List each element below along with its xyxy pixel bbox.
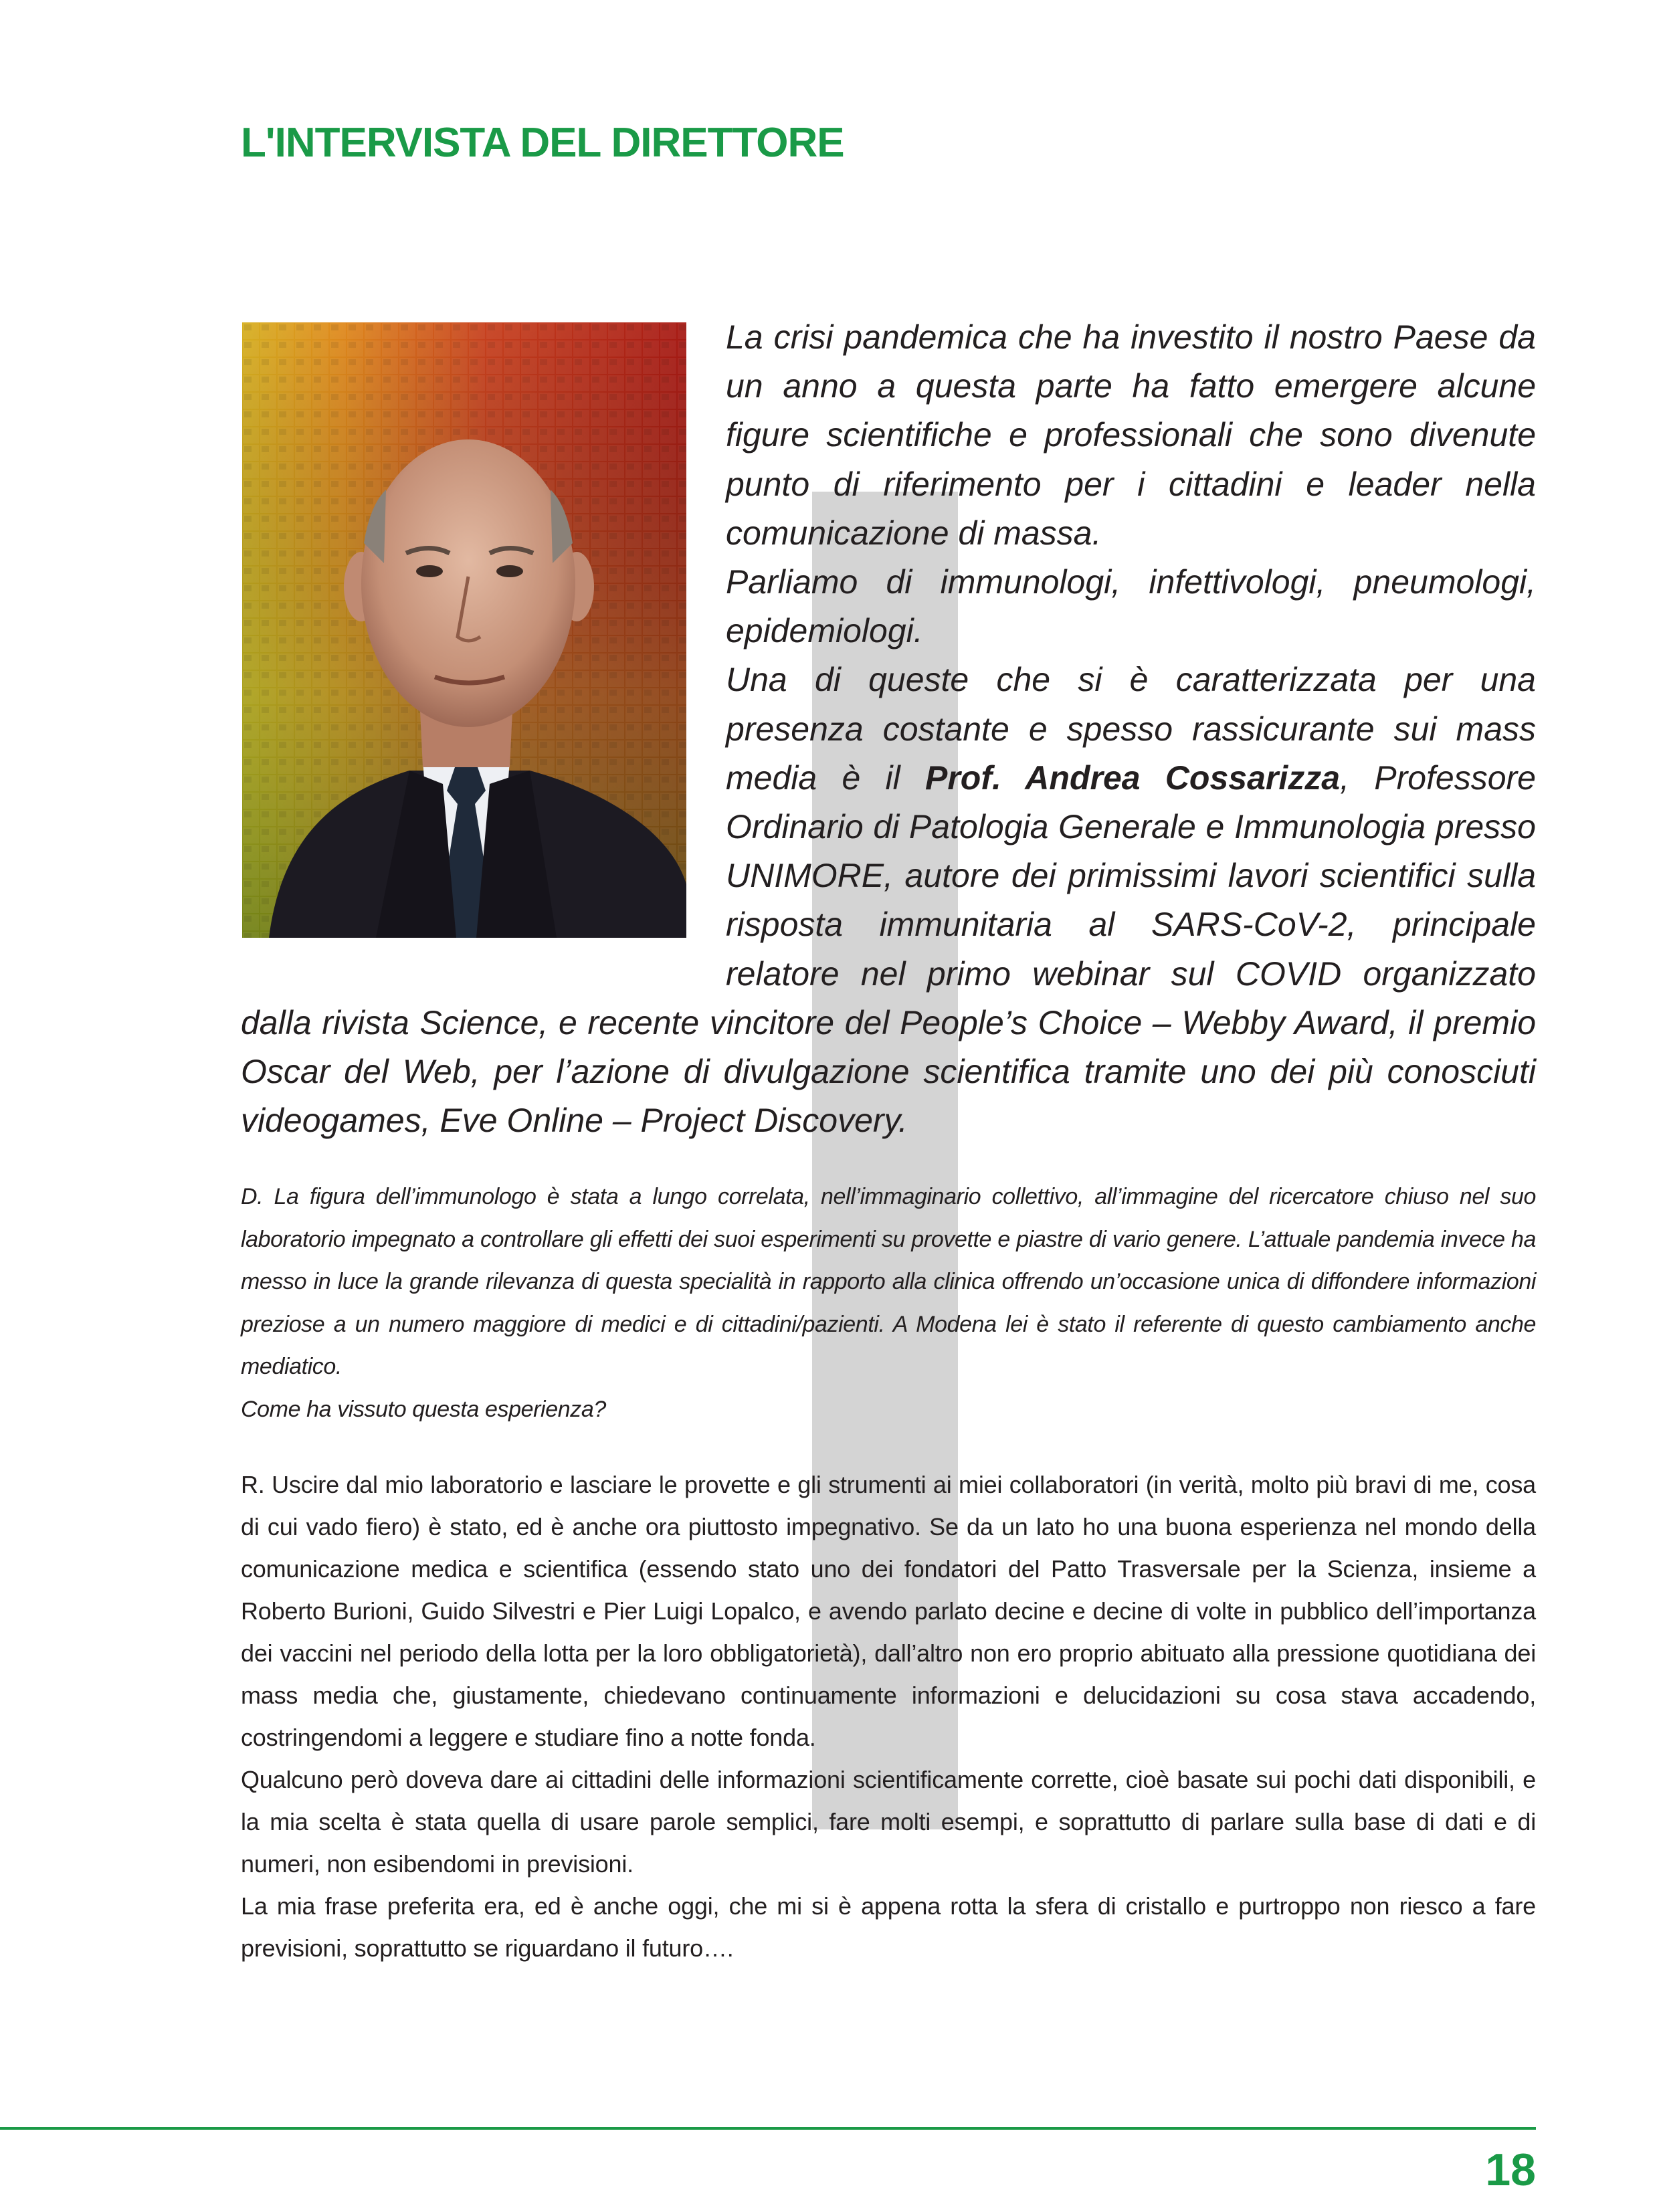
interview-question: [241, 1176, 1536, 1431]
section-title: L'INTERVISTA DEL DIRETTORE: [241, 120, 844, 166]
question-followup: Come ha vissuto questa esperienza?: [241, 1396, 606, 1422]
page-number: 18: [1485, 2144, 1536, 2195]
interview-answer: [241, 1464, 1536, 1969]
question-text: D. La figura dell’immunologo è stata a lungo correlata, nell’immaginario collettivo, all’immagine del ricercatore chiuso nel suo laboratorio impegnato a controllare gli effetti dei suoi esperimenti su provette e piastre di vario genere. L’attuale pandemia invece ha messo in luce la grande rilevanza di questa specialità in rapporto alla clinica offrendo un’occasione unica di diffondere informazioni preziose a un numero maggiore di medici e di cittadini/pazienti. A Modena lei è stato il referente di questo cambiamento anche mediatico.: [241, 1184, 1536, 1379]
intro-paragraph: Parliamo di immunologi, infettivologi, pneumologi, epidemiologi.: [726, 563, 1536, 650]
intro-text-span: , Professore Ordinario di Patologia Generale e Immunologia presso UNIMORE, autore dei primissimi lavori scientifici sulla risposta immunitaria al SARS-CoV-2, principale relatore nel primo webinar sul COVID organizzato dalla rivista Science, e recente vincitore del People’s Choice – Webby Award, il premio Oscar del Web, per l’azione di divulgazione scientifica tramite uno dei più conosciuti videogames, Eve Online – Project Discovery.: [241, 759, 1536, 1140]
intro-text-span: Una di queste che si è caratterizzata per una presenza costante e spesso rassicurante sui mass media è il: [726, 661, 1536, 797]
answer-paragraph: La mia frase preferita era, ed è anche oggi, che mi si è appena rotta la sfera di cristallo e purtroppo non riesco a fare previsioni, soprattutto se riguardano il futuro….: [241, 1892, 1536, 1962]
interviewee-name: Prof. Andrea Cossarizza: [925, 759, 1341, 797]
footer-rule: [0, 2127, 1536, 2130]
intro-text: [241, 313, 1536, 1145]
answer-paragraph: R. Uscire dal mio laboratorio e lasciare le provette e gli strumenti ai miei collaboratori (in verità, molto più bravi di me, cosa di cui vado fiero) è stato, ed è anche ora piuttosto impegnativo. Se da un lato ho una buona esperienza nel mondo della comunicazione medica e scientifica (essendo stato uno dei fondatori del Patto Trasversale per la Scienza, insieme a Roberto Burioni, Guido Silvestri e Pier Luigi Lopalco, e avendo parlato decine e decine di volte in pubblico dell’importanza dei vaccini nel periodo della lotta per la loro obbligatorietà), dall’altro non ero proprio abituato alla pressione quotidiana dei mass media che, giustamente, chiedevano continuamente informazioni e delucidazioni su cosa stava accadendo, costringendomi a leggere e studiare fino a notte fonda.: [241, 1471, 1536, 1751]
answer-paragraph: Qualcuno però doveva dare ai cittadini delle informazioni scientificamente corrette, cioè basate sui pochi dati disponibili, e la mia scelta è stata quella di usare parole semplici, fare molti esempi, e soprattutto di parlare sulla base di dati e di numeri, non esibendomi in previsioni.: [241, 1766, 1536, 1878]
intro-paragraph: La crisi pandemica che ha investito il nostro Paese da un anno a questa parte ha fatto emergere alcune figure scientifiche e professionali che sono divenute punto di riferimento per i cittadini e leader nella comunicazione di massa.: [726, 318, 1536, 552]
photo-float-spacer: [241, 313, 726, 962]
